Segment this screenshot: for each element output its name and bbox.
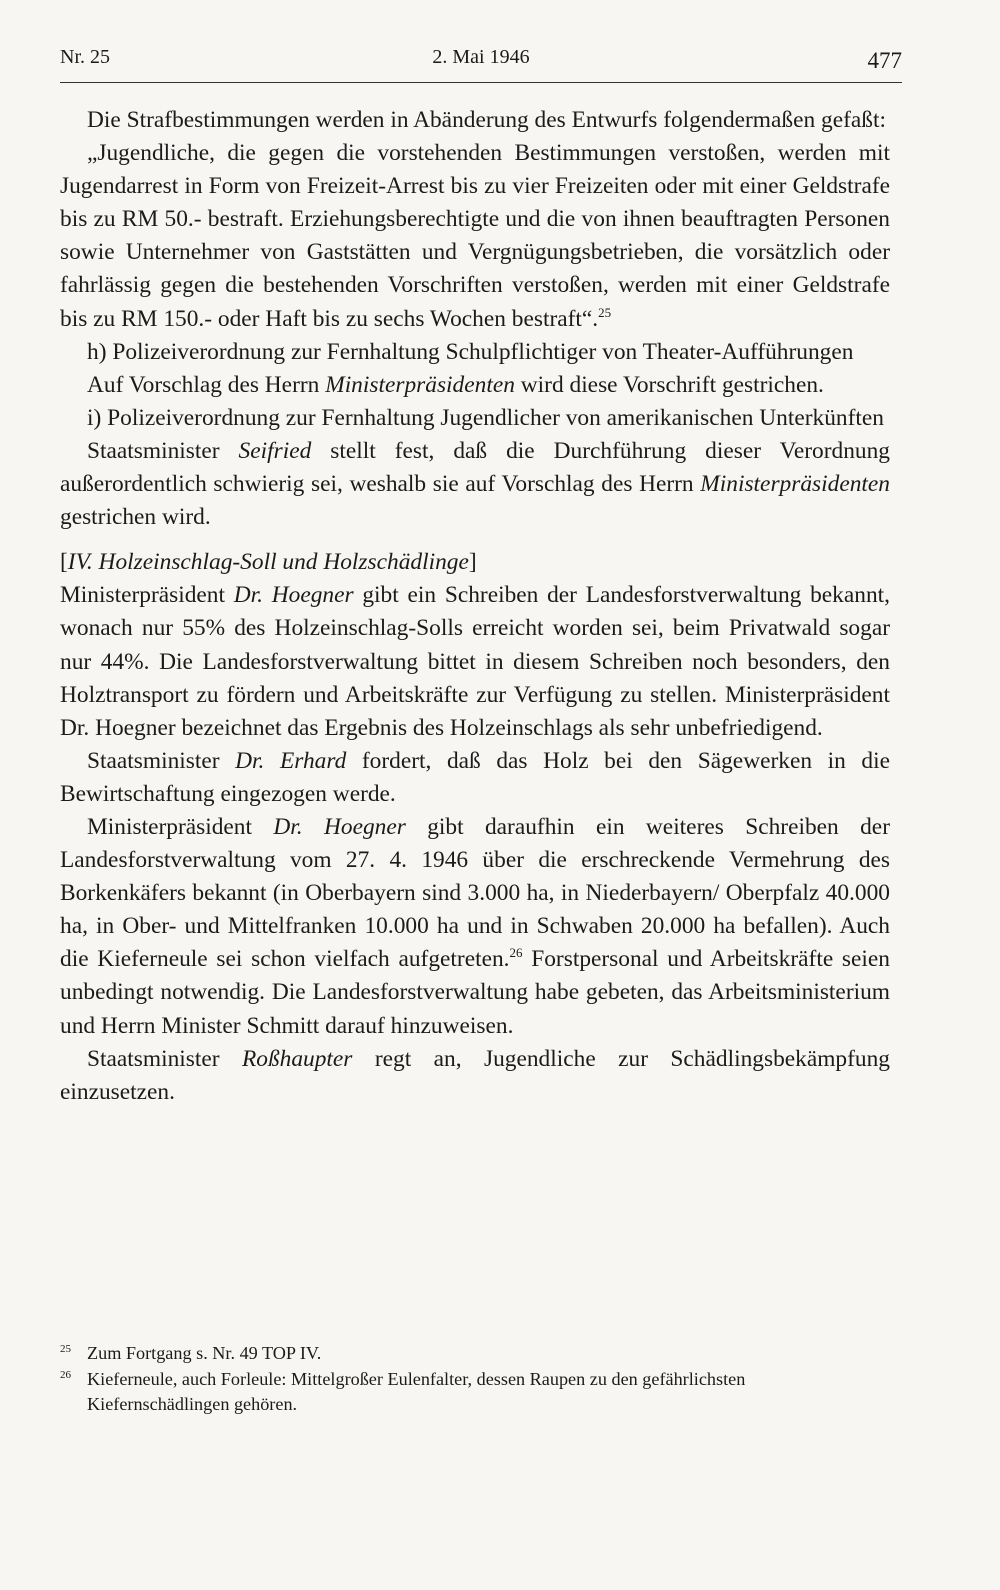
text-run: gibt daraufhin ein weiteres Schreiben der Landesforstverwaltung vom 27. 4. 1946 über die erschreckende Vermehrung des Borkenkäfers bekannt (in Oberbayern sind 3.000 ha, in Niederbayern/ Oberpfalz 40.000 ha, in Ober- und Mittelfranken 10.000 ha und in Schwaben 20.000 ha befallen). Auch die Kieferneule sei schon vielfach aufgetreten. [60, 813, 890, 973]
footnote-ref[interactable]: 25 [598, 304, 612, 320]
footnote-text: Zum Fortgang s. Nr. 49 TOP IV. [87, 1343, 322, 1363]
person-name: Dr. Erhard [235, 747, 347, 774]
text-run: wird diese Vorschrift gestrichen. [514, 371, 824, 398]
text-run: Ministerpräsident [60, 582, 234, 609]
footnote-text: Kieferneule, auch Forleule: Mittelgroßer Eulenfalter, dessen Raupen zu den gefährlichsten Kiefernschädlingen gehören. [87, 1369, 746, 1414]
text-run: Forstpersonal und Arbeitskräfte seien unbedingt notwendig. Die Landesforstverwaltung habe gebeten, das Arbeitsministerium und Herrn Minister Schmitt darauf hinzuweisen. [60, 946, 890, 1039]
paragraph-text: h) Polizeiverordnung zur Fernhaltung Schulpflichtiger von Theater-Aufführungen [87, 338, 854, 365]
footnote: $^{25}$ Zum Fortgang s. Nr. 49 TOP IV. [60, 1342, 322, 1363]
text-run: fordert, daß das Holz bei den Sägewerken in die Bewirtschaftung eingezogen werde. [60, 747, 890, 807]
quoted-penalty-paragraph [60, 137, 890, 336]
text-run: Staatsminister [87, 747, 236, 774]
person-name: Ministerpräsidenten [700, 471, 890, 498]
text-run: regt an, Jugendliche zur Schädlingsbekämpfung einzusetzen. [60, 1045, 890, 1105]
paragraph [60, 369, 890, 402]
body-text [60, 104, 890, 1109]
paragraph [60, 1043, 890, 1109]
paragraph [60, 104, 890, 137]
text-run: stellt fest, daß die Durchführung dieser Verordnung außerordentlich schwierig sei, weshalb sie auf Vorschlag des Herrn [60, 437, 891, 498]
text-run: Staatsminister [87, 1045, 242, 1072]
person-name: Roßhaupter [241, 1045, 353, 1072]
page-header [60, 40, 902, 83]
person-name: Dr. Hoegner [233, 582, 354, 609]
text-run: Auf Vorschlag des Herrn [87, 371, 326, 398]
paragraph-text: „Jugendliche, die gegen die vorstehenden Bestimmungen verstoßen, werden mit Jugendarrest in Form von Freizeit-Arrest bis zu vier Freizeiten oder mit einer Geldstrafe bis zu RM 50.- bestraft. Erziehungsberechtigte und die von ihnen beauftragten Personen sowie Unternehmer von Gaststätten und Vergnügungsbetrieben, die vorsätzlich oder fahrlässig gegen die bestehenden Vorschriften verstoßen, werden mit einer Geldstrafe bis zu RM 150.- oder Haft bis zu sechs Wochen bestraft“. [60, 140, 890, 332]
footnotes [60, 1341, 890, 1418]
footnote: $^{26}$ Kieferneule, auch Forleule: Mittelgroßer Eulenfalter, dessen Raupen zu den gefährlichsten Kiefernschädlingen gehören. [60, 1368, 746, 1414]
paragraph-text: Die Strafbestimmungen werden in Abänderung des Entwurfs folgendermaßen gefaßt: [87, 107, 886, 133]
paragraph [60, 745, 890, 811]
footnote-ref[interactable]: 26 [509, 945, 523, 961]
text-run: Ministerpräsident [87, 813, 274, 840]
person-name: Dr. Hoegner [273, 813, 406, 840]
agenda-item-h [60, 336, 890, 369]
bracket: [ [60, 549, 68, 576]
person-name: Seifried [238, 437, 312, 464]
paragraph [60, 579, 890, 744]
person-name: Ministerpräsidenten [325, 371, 515, 398]
text-run: gestrichen wird. [60, 504, 211, 531]
bracket: ] [468, 549, 477, 576]
section-title: IV. Holzeinschlag-Soll und Holzschädlinge [67, 549, 469, 576]
agenda-item-i [60, 402, 890, 435]
page-number: 477 [867, 48, 902, 73]
paragraph [60, 435, 890, 534]
paragraph [60, 811, 890, 1043]
text-run: gibt ein Schreiben der Landesforstverwaltung bekannt, wonach nur 55% des Holzeinschlag-Solls erreicht worden sei, beim Privatwald sogar nur 44%. Die Landesforstverwaltung bittet in diesem Schreiben noch besonders, den Holztransport zu fördern und Arbeitskräfte zur Verfügung zu stellen. Ministerpräsident Dr. Hoegner bezeichnet das Ergebnis des Holzeinschlags als sehr unbefriedigend. [60, 582, 890, 741]
issue-number: Nr. 25 [60, 46, 110, 68]
header-date: 2. Mai 1946 [432, 46, 530, 68]
section-heading [60, 546, 890, 579]
text-run: Staatsminister [87, 437, 239, 464]
paragraph-text: i) Polizeiverordnung zur Fernhaltung Jugendlicher von amerikanischen Unterkünften [87, 404, 884, 431]
